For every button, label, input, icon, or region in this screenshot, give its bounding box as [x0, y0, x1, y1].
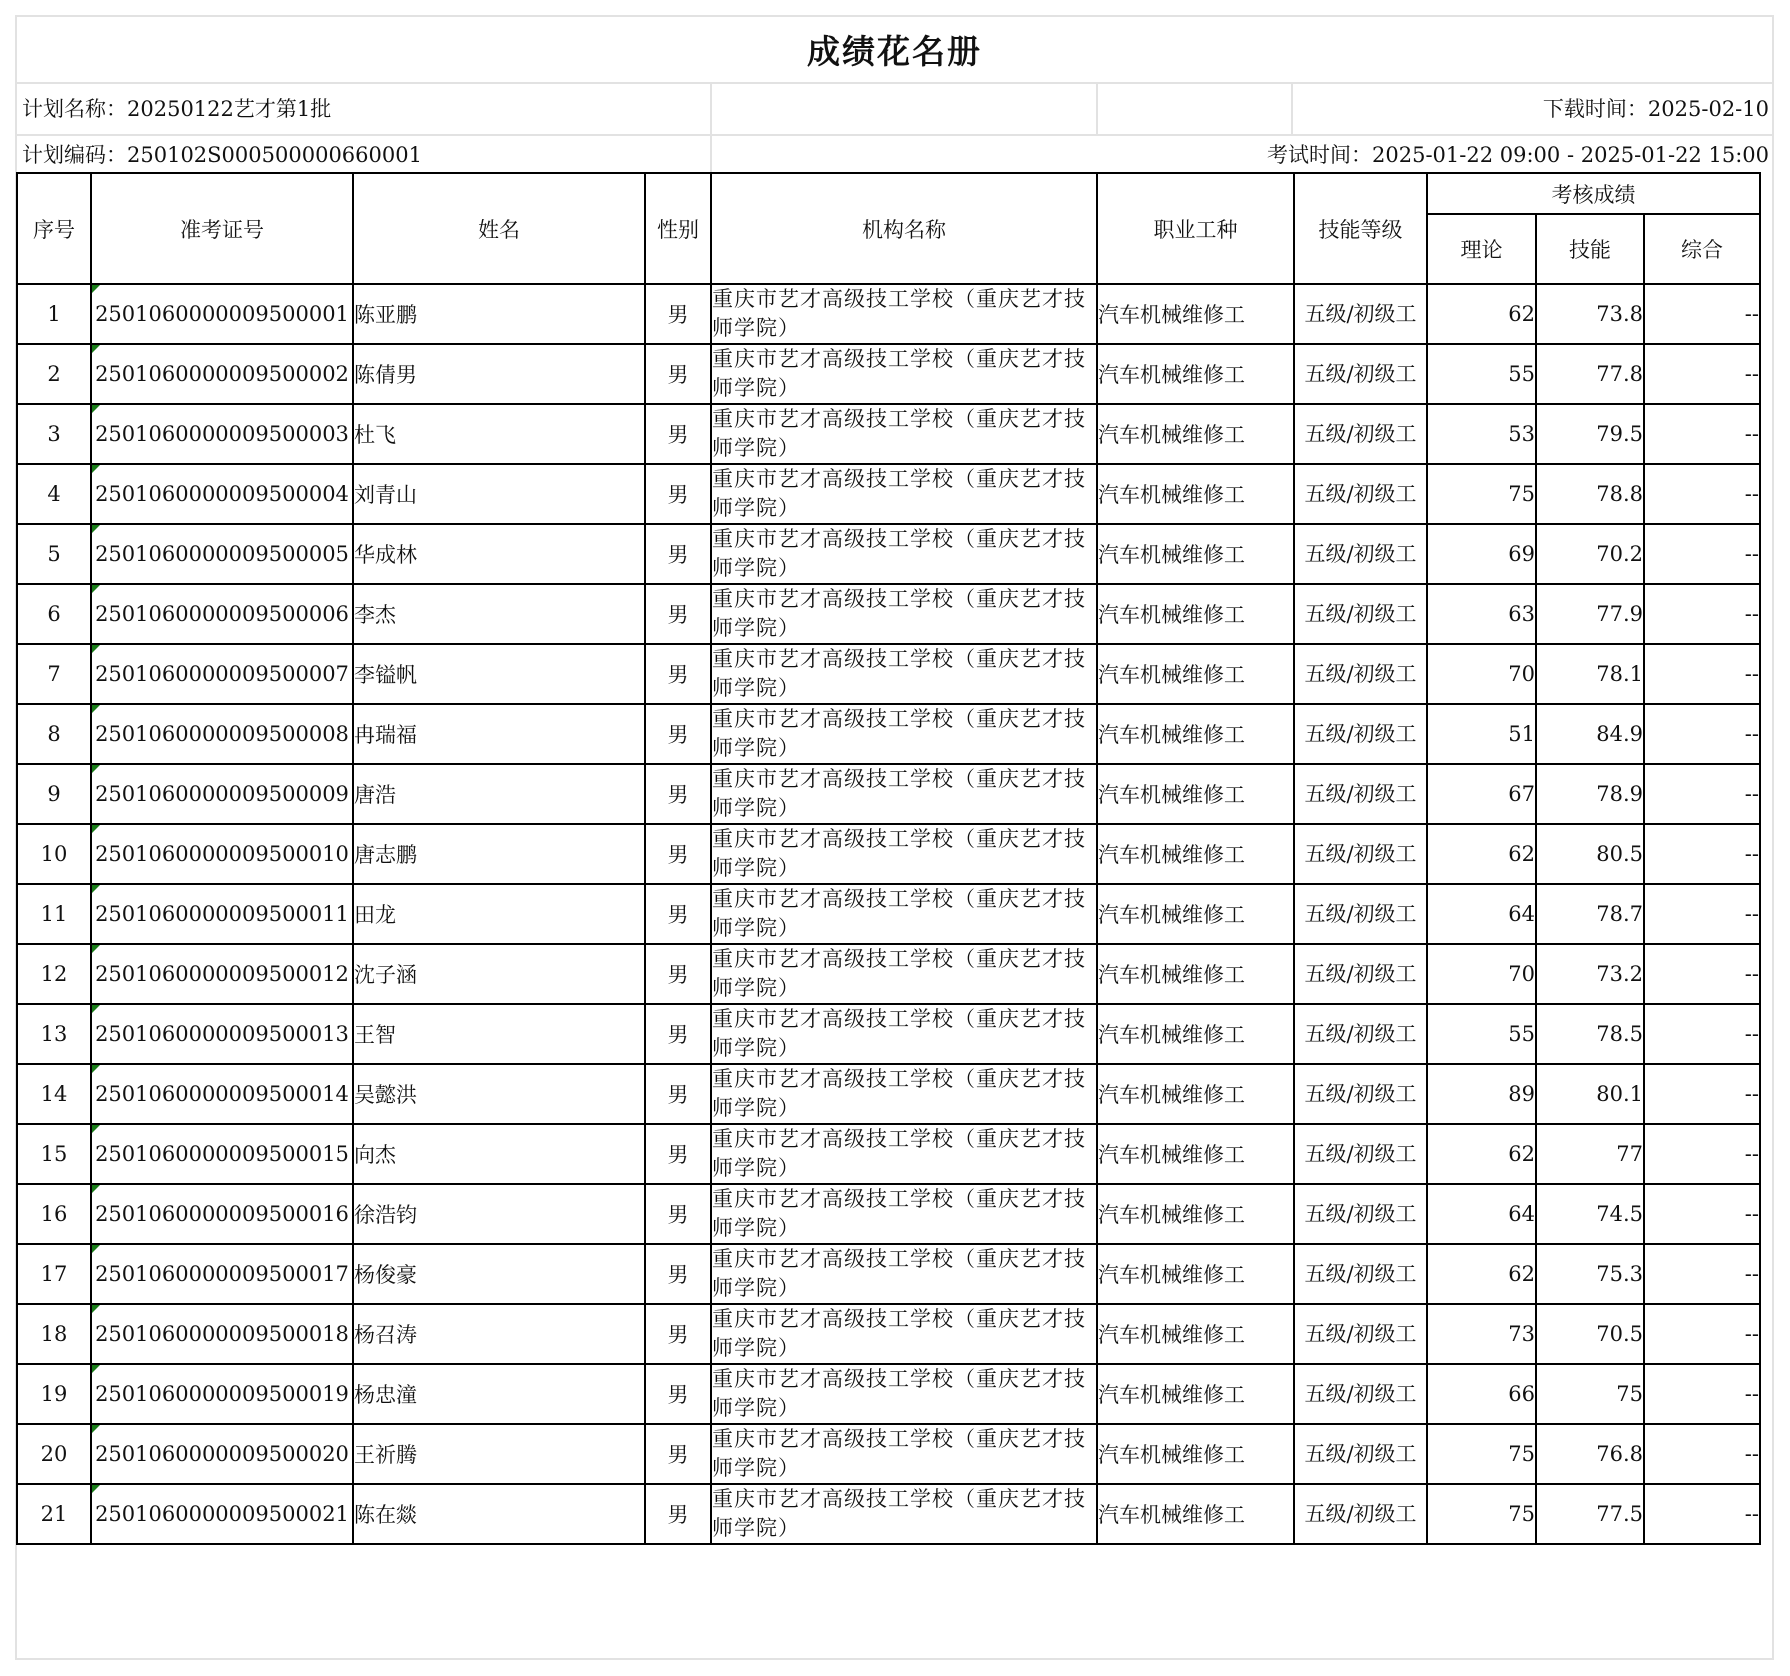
cell-level: 五级/初级工: [1294, 1424, 1427, 1484]
ticket-number: 2501060000009500021: [95, 1502, 349, 1526]
ticket-number: 2501060000009500005: [95, 542, 349, 566]
table-row: [17, 1184, 1760, 1244]
cell-level: 五级/初级工: [1294, 1064, 1427, 1124]
cell-level: 五级/初级工: [1294, 1124, 1427, 1184]
table-row: [17, 524, 1760, 584]
cell-org: 重庆市艺才高级技工学校（重庆艺才技师学院）: [711, 1244, 1097, 1304]
header-total: 综合: [1644, 214, 1760, 284]
table-row: [17, 824, 1760, 884]
cell-org: 重庆市艺才高级技工学校（重庆艺才技师学院）: [711, 404, 1097, 464]
cell-total: --: [1644, 824, 1760, 884]
cell-name: 杨召涛: [353, 1304, 645, 1364]
cell-skill: 75: [1536, 1364, 1644, 1424]
cell-seq: 20: [17, 1424, 91, 1484]
cell-name: 王智: [353, 1004, 645, 1064]
cell-org: 重庆市艺才高级技工学校（重庆艺才技师学院）: [711, 1424, 1097, 1484]
header-level: 技能等级: [1294, 173, 1427, 284]
cell-seq: 14: [17, 1064, 91, 1124]
cell-level: 五级/初级工: [1294, 644, 1427, 704]
cell-skill: 80.1: [1536, 1064, 1644, 1124]
cell-theory: 53: [1427, 404, 1536, 464]
cell-gender: 男: [645, 704, 711, 764]
cell-level: 五级/初级工: [1294, 284, 1427, 344]
cell-total: --: [1644, 344, 1760, 404]
cell-gender: 男: [645, 584, 711, 644]
cell-name: 沈子涵: [353, 944, 645, 1004]
exam-time: 考试时间：2025-01-22 09:00 - 2025-01-22 15:00: [1267, 143, 1769, 167]
cell-theory: 62: [1427, 1244, 1536, 1304]
plan-code: 计划编码：250102S000500000660001: [22, 143, 422, 167]
table-row: [17, 1064, 1760, 1124]
table-row: [17, 884, 1760, 944]
cell-org: 重庆市艺才高级技工学校（重庆艺才技师学院）: [711, 944, 1097, 1004]
ticket-number: 2501060000009500016: [95, 1202, 349, 1226]
cell-theory: 55: [1427, 344, 1536, 404]
cell-total: --: [1644, 944, 1760, 1004]
cell-total: --: [1644, 1064, 1760, 1124]
cell-theory: 75: [1427, 464, 1536, 524]
cell-theory: 64: [1427, 1184, 1536, 1244]
cell-gender: 男: [645, 1244, 711, 1304]
cell-gender: 男: [645, 1364, 711, 1424]
cell-marker-icon: [92, 765, 100, 773]
cell-total: --: [1644, 764, 1760, 824]
cell-name: 徐浩钧: [353, 1184, 645, 1244]
cell-theory: 55: [1427, 1004, 1536, 1064]
cell-ticket[interactable]: [91, 404, 353, 464]
cell-org: 重庆市艺才高级技工学校（重庆艺才技师学院）: [711, 704, 1097, 764]
ticket-number: 2501060000009500002: [95, 362, 349, 386]
cell-level: 五级/初级工: [1294, 824, 1427, 884]
ticket-number: 2501060000009500011: [95, 902, 349, 926]
title-row: [16, 16, 1773, 84]
cell-seq: 10: [17, 824, 91, 884]
table-row: [17, 344, 1760, 404]
cell-org: 重庆市艺才高级技工学校（重庆艺才技师学院）: [711, 1064, 1097, 1124]
cell-skill: 78.1: [1536, 644, 1644, 704]
cell-seq: 16: [17, 1184, 91, 1244]
cell-marker-icon: [92, 1365, 100, 1373]
cell-name: 冉瑞福: [353, 704, 645, 764]
cell-theory: 62: [1427, 1124, 1536, 1184]
cell-name: 唐志鹏: [353, 824, 645, 884]
table-row: [17, 404, 1760, 464]
header-occupation: 职业工种: [1097, 173, 1294, 284]
plan-code-row: [16, 136, 1773, 172]
cell-seq: 8: [17, 704, 91, 764]
header-name: 姓名: [353, 173, 645, 284]
cell-theory: 89: [1427, 1064, 1536, 1124]
cell-occupation: 汽车机械维修工: [1097, 1304, 1294, 1364]
cell-ticket[interactable]: [91, 764, 353, 824]
cell-org: 重庆市艺才高级技工学校（重庆艺才技师学院）: [711, 284, 1097, 344]
cell-name: 陈倩男: [353, 344, 645, 404]
cell-skill: 77.5: [1536, 1484, 1644, 1544]
cell-ticket[interactable]: [91, 1004, 353, 1064]
cell-gender: 男: [645, 1004, 711, 1064]
cell-seq: 12: [17, 944, 91, 1004]
cell-seq: 2: [17, 344, 91, 404]
ticket-number: 2501060000009500010: [95, 842, 349, 866]
cell-gender: 男: [645, 644, 711, 704]
cell-seq: 21: [17, 1484, 91, 1544]
table-row: [17, 764, 1760, 824]
cell-marker-icon: [92, 885, 100, 893]
cell-name: 王祈腾: [353, 1424, 645, 1484]
cell-skill: 76.8: [1536, 1424, 1644, 1484]
cell-total: --: [1644, 1424, 1760, 1484]
cell-name: 杨忠潼: [353, 1364, 645, 1424]
cell-ticket[interactable]: [91, 1124, 353, 1184]
cell-level: 五级/初级工: [1294, 944, 1427, 1004]
cell-seq: 19: [17, 1364, 91, 1424]
cell-occupation: 汽车机械维修工: [1097, 284, 1294, 344]
ticket-number: 2501060000009500003: [95, 422, 349, 446]
divider: [710, 82, 712, 134]
cell-level: 五级/初级工: [1294, 584, 1427, 644]
cell-total: --: [1644, 1244, 1760, 1304]
cell-marker-icon: [92, 945, 100, 953]
cell-occupation: 汽车机械维修工: [1097, 1364, 1294, 1424]
cell-skill: 73.2: [1536, 944, 1644, 1004]
cell-marker-icon: [92, 345, 100, 353]
cell-theory: 75: [1427, 1484, 1536, 1544]
ticket-number: 2501060000009500019: [95, 1382, 349, 1406]
cell-ticket[interactable]: [91, 464, 353, 524]
cell-gender: 男: [645, 404, 711, 464]
ticket-number: 2501060000009500004: [95, 482, 349, 506]
cell-total: --: [1644, 1304, 1760, 1364]
ticket-number: 2501060000009500007: [95, 662, 349, 686]
cell-name: 吴懿洪: [353, 1064, 645, 1124]
cell-seq: 13: [17, 1004, 91, 1064]
cell-skill: 79.5: [1536, 404, 1644, 464]
cell-skill: 74.5: [1536, 1184, 1644, 1244]
cell-ticket[interactable]: [91, 1184, 353, 1244]
cell-level: 五级/初级工: [1294, 884, 1427, 944]
cell-marker-icon: [92, 1005, 100, 1013]
cell-seq: 5: [17, 524, 91, 584]
cell-marker-icon: [92, 1485, 100, 1493]
cell-ticket[interactable]: [91, 704, 353, 764]
cell-org: 重庆市艺才高级技工学校（重庆艺才技师学院）: [711, 584, 1097, 644]
cell-total: --: [1644, 524, 1760, 584]
header-score-group: 考核成绩: [1427, 173, 1760, 214]
cell-name: 向杰: [353, 1124, 645, 1184]
cell-level: 五级/初级工: [1294, 464, 1427, 524]
cell-skill: 84.9: [1536, 704, 1644, 764]
cell-level: 五级/初级工: [1294, 1004, 1427, 1064]
table-row: [17, 644, 1760, 704]
table-row: [17, 944, 1760, 1004]
cell-name: 刘青山: [353, 464, 645, 524]
plan-name: 计划名称：20250122艺才第1批: [22, 97, 332, 121]
download-time: 下载时间：2025-02-10: [1542, 97, 1769, 121]
cell-theory: 70: [1427, 944, 1536, 1004]
ticket-number: 2501060000009500012: [95, 962, 349, 986]
cell-occupation: 汽车机械维修工: [1097, 644, 1294, 704]
cell-marker-icon: [92, 1185, 100, 1193]
cell-org: 重庆市艺才高级技工学校（重庆艺才技师学院）: [711, 884, 1097, 944]
cell-occupation: 汽车机械维修工: [1097, 884, 1294, 944]
divider: [1096, 82, 1098, 134]
cell-theory: 51: [1427, 704, 1536, 764]
cell-occupation: 汽车机械维修工: [1097, 344, 1294, 404]
cell-occupation: 汽车机械维修工: [1097, 1124, 1294, 1184]
ticket-number: 2501060000009500008: [95, 722, 349, 746]
cell-seq: 18: [17, 1304, 91, 1364]
cell-skill: 70.2: [1536, 524, 1644, 584]
cell-gender: 男: [645, 824, 711, 884]
cell-occupation: 汽车机械维修工: [1097, 464, 1294, 524]
cell-level: 五级/初级工: [1294, 404, 1427, 464]
cell-total: --: [1644, 404, 1760, 464]
cell-gender: 男: [645, 884, 711, 944]
cell-seq: 11: [17, 884, 91, 944]
cell-marker-icon: [92, 465, 100, 473]
cell-skill: 78.7: [1536, 884, 1644, 944]
cell-org: 重庆市艺才高级技工学校（重庆艺才技师学院）: [711, 1184, 1097, 1244]
cell-ticket[interactable]: [91, 1244, 353, 1304]
cell-gender: 男: [645, 344, 711, 404]
cell-marker-icon: [92, 1305, 100, 1313]
cell-marker-icon: [92, 645, 100, 653]
cell-ticket[interactable]: [91, 524, 353, 584]
cell-name: 唐浩: [353, 764, 645, 824]
cell-seq: 1: [17, 284, 91, 344]
cell-marker-icon: [92, 705, 100, 713]
cell-skill: 78.8: [1536, 464, 1644, 524]
cell-ticket[interactable]: [91, 884, 353, 944]
cell-occupation: 汽车机械维修工: [1097, 404, 1294, 464]
cell-gender: 男: [645, 1484, 711, 1544]
cell-level: 五级/初级工: [1294, 704, 1427, 764]
cell-total: --: [1644, 1004, 1760, 1064]
cell-total: --: [1644, 1364, 1760, 1424]
ticket-number: 2501060000009500020: [95, 1442, 349, 1466]
cell-occupation: 汽车机械维修工: [1097, 1244, 1294, 1304]
table-row: [17, 584, 1760, 644]
table-row: [17, 1124, 1760, 1184]
cell-seq: 15: [17, 1124, 91, 1184]
cell-ticket[interactable]: [91, 1424, 353, 1484]
cell-ticket[interactable]: [91, 1304, 353, 1364]
cell-skill: 77: [1536, 1124, 1644, 1184]
cell-skill: 77.8: [1536, 344, 1644, 404]
cell-gender: 男: [645, 1184, 711, 1244]
cell-total: --: [1644, 464, 1760, 524]
cell-level: 五级/初级工: [1294, 1244, 1427, 1304]
cell-gender: 男: [645, 764, 711, 824]
cell-ticket[interactable]: [91, 1484, 353, 1544]
cell-name: 华成林: [353, 524, 645, 584]
cell-org: 重庆市艺才高级技工学校（重庆艺才技师学院）: [711, 344, 1097, 404]
cell-gender: 男: [645, 1304, 711, 1364]
cell-marker-icon: [92, 285, 100, 293]
cell-level: 五级/初级工: [1294, 1364, 1427, 1424]
ticket-number: 2501060000009500001: [95, 302, 349, 326]
cell-ticket[interactable]: [91, 1064, 353, 1124]
cell-ticket[interactable]: [91, 824, 353, 884]
ticket-number: 2501060000009500015: [95, 1142, 349, 1166]
cell-seq: 6: [17, 584, 91, 644]
cell-org: 重庆市艺才高级技工学校（重庆艺才技师学院）: [711, 1364, 1097, 1424]
cell-skill: 73.8: [1536, 284, 1644, 344]
cell-theory: 62: [1427, 284, 1536, 344]
cell-gender: 男: [645, 1424, 711, 1484]
cell-marker-icon: [92, 1125, 100, 1133]
table-row: [17, 1244, 1760, 1304]
cell-ticket[interactable]: [91, 584, 353, 644]
page-title: 成绩花名册: [807, 31, 982, 71]
cell-gender: 男: [645, 1064, 711, 1124]
cell-occupation: 汽车机械维修工: [1097, 524, 1294, 584]
cell-org: 重庆市艺才高级技工学校（重庆艺才技师学院）: [711, 1484, 1097, 1544]
cell-theory: 64: [1427, 884, 1536, 944]
cell-name: 陈在燚: [353, 1484, 645, 1544]
cell-gender: 男: [645, 464, 711, 524]
cell-marker-icon: [92, 1065, 100, 1073]
cell-marker-icon: [92, 1245, 100, 1253]
cell-occupation: 汽车机械维修工: [1097, 944, 1294, 1004]
cell-org: 重庆市艺才高级技工学校（重庆艺才技师学院）: [711, 464, 1097, 524]
cell-skill: 78.9: [1536, 764, 1644, 824]
cell-name: 李杰: [353, 584, 645, 644]
table-row: [17, 1004, 1760, 1064]
cell-theory: 67: [1427, 764, 1536, 824]
cell-occupation: 汽车机械维修工: [1097, 1484, 1294, 1544]
score-roster-table: [16, 172, 1761, 1545]
cell-theory: 73: [1427, 1304, 1536, 1364]
cell-total: --: [1644, 644, 1760, 704]
cell-org: 重庆市艺才高级技工学校（重庆艺才技师学院）: [711, 824, 1097, 884]
header-theory: 理论: [1427, 214, 1536, 284]
cell-level: 五级/初级工: [1294, 764, 1427, 824]
table-row: [17, 1364, 1760, 1424]
cell-occupation: 汽车机械维修工: [1097, 1064, 1294, 1124]
divider: [1291, 82, 1293, 134]
cell-name: 杜飞: [353, 404, 645, 464]
header-ticket: 准考证号: [91, 173, 353, 284]
cell-skill: 78.5: [1536, 1004, 1644, 1064]
cell-ticket[interactable]: [91, 944, 353, 1004]
cell-ticket[interactable]: [91, 344, 353, 404]
cell-skill: 80.5: [1536, 824, 1644, 884]
cell-occupation: 汽车机械维修工: [1097, 584, 1294, 644]
cell-name: 杨俊豪: [353, 1244, 645, 1304]
cell-ticket[interactable]: [91, 284, 353, 344]
cell-total: --: [1644, 1124, 1760, 1184]
table-row: [17, 284, 1760, 344]
header-gender: 性别: [645, 173, 711, 284]
cell-marker-icon: [92, 585, 100, 593]
cell-marker-icon: [92, 1425, 100, 1433]
cell-ticket[interactable]: [91, 1364, 353, 1424]
cell-occupation: 汽车机械维修工: [1097, 764, 1294, 824]
cell-name: 田龙: [353, 884, 645, 944]
cell-org: 重庆市艺才高级技工学校（重庆艺才技师学院）: [711, 524, 1097, 584]
cell-theory: 70: [1427, 644, 1536, 704]
ticket-number: 2501060000009500009: [95, 782, 349, 806]
cell-total: --: [1644, 284, 1760, 344]
cell-occupation: 汽车机械维修工: [1097, 1424, 1294, 1484]
cell-gender: 男: [645, 1124, 711, 1184]
plan-info-row: [16, 82, 1773, 136]
cell-gender: 男: [645, 944, 711, 1004]
cell-seq: 9: [17, 764, 91, 824]
cell-theory: 66: [1427, 1364, 1536, 1424]
cell-occupation: 汽车机械维修工: [1097, 1004, 1294, 1064]
cell-org: 重庆市艺才高级技工学校（重庆艺才技师学院）: [711, 644, 1097, 704]
cell-total: --: [1644, 704, 1760, 764]
cell-seq: 4: [17, 464, 91, 524]
header-seq: 序号: [17, 173, 91, 284]
cell-level: 五级/初级工: [1294, 1184, 1427, 1244]
cell-org: 重庆市艺才高级技工学校（重庆艺才技师学院）: [711, 1124, 1097, 1184]
header-skill: 技能: [1536, 214, 1644, 284]
ticket-number: 2501060000009500018: [95, 1322, 349, 1346]
cell-theory: 69: [1427, 524, 1536, 584]
cell-level: 五级/初级工: [1294, 344, 1427, 404]
cell-marker-icon: [92, 405, 100, 413]
cell-total: --: [1644, 1184, 1760, 1244]
cell-total: --: [1644, 884, 1760, 944]
cell-seq: 7: [17, 644, 91, 704]
header-org: 机构名称: [711, 173, 1097, 284]
ticket-number: 2501060000009500006: [95, 602, 349, 626]
cell-seq: 17: [17, 1244, 91, 1304]
cell-theory: 63: [1427, 584, 1536, 644]
cell-gender: 男: [645, 284, 711, 344]
cell-org: 重庆市艺才高级技工学校（重庆艺才技师学院）: [711, 1004, 1097, 1064]
cell-theory: 75: [1427, 1424, 1536, 1484]
cell-skill: 70.5: [1536, 1304, 1644, 1364]
cell-gender: 男: [645, 524, 711, 584]
ticket-number: 2501060000009500014: [95, 1082, 349, 1106]
cell-occupation: 汽车机械维修工: [1097, 824, 1294, 884]
cell-level: 五级/初级工: [1294, 1484, 1427, 1544]
table-row: [17, 1424, 1760, 1484]
cell-skill: 75.3: [1536, 1244, 1644, 1304]
cell-total: --: [1644, 1484, 1760, 1544]
cell-org: 重庆市艺才高级技工学校（重庆艺才技师学院）: [711, 764, 1097, 824]
table-row: [17, 464, 1760, 524]
table-row: [17, 704, 1760, 764]
cell-theory: 62: [1427, 824, 1536, 884]
table-row: [17, 1304, 1760, 1364]
cell-occupation: 汽车机械维修工: [1097, 704, 1294, 764]
cell-org: 重庆市艺才高级技工学校（重庆艺才技师学院）: [711, 1304, 1097, 1364]
table-row: [17, 1484, 1760, 1544]
ticket-number: 2501060000009500017: [95, 1262, 349, 1286]
divider: [710, 136, 712, 172]
cell-level: 五级/初级工: [1294, 1304, 1427, 1364]
cell-skill: 77.9: [1536, 584, 1644, 644]
ticket-number: 2501060000009500013: [95, 1022, 349, 1046]
cell-marker-icon: [92, 525, 100, 533]
cell-occupation: 汽车机械维修工: [1097, 1184, 1294, 1244]
cell-ticket[interactable]: [91, 644, 353, 704]
cell-seq: 3: [17, 404, 91, 464]
cell-name: 陈亚鹏: [353, 284, 645, 344]
cell-marker-icon: [92, 825, 100, 833]
cell-name: 李镒帆: [353, 644, 645, 704]
cell-total: --: [1644, 584, 1760, 644]
cell-level: 五级/初级工: [1294, 524, 1427, 584]
